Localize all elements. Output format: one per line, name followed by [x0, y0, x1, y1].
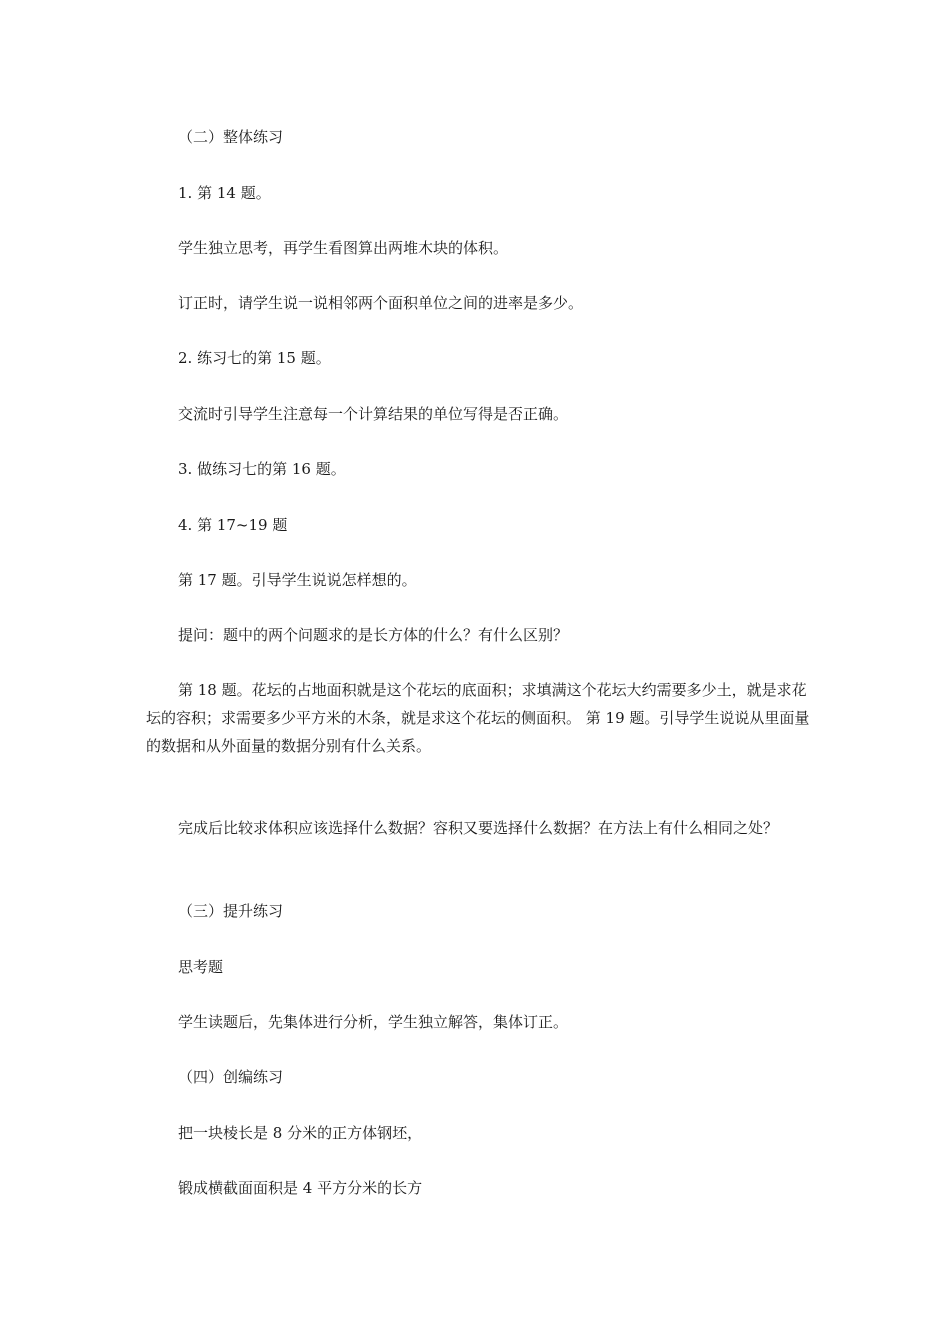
paragraph: 提问：题中的两个问题求的是长方体的什么？有什么区别？	[178, 626, 569, 644]
section-heading-creative-practice: （四）创编练习	[178, 1068, 284, 1086]
subheading-thinking-question: 思考题	[178, 958, 224, 976]
paragraph: 学生读题后，先集体进行分析，学生独立解答，集体订正。	[178, 1013, 569, 1031]
paragraph: 完成后比较求体积应该选择什么数据？容积又要选择什么数据？在方法上有什么相同之处？	[178, 819, 779, 837]
section-heading-advanced-practice: （三）提升练习	[178, 902, 284, 920]
item-4-heading: 4. 第 17~19 题	[178, 516, 288, 534]
item-1-heading: 1. 第 14 题。	[178, 184, 271, 202]
item-2-heading: 2. 练习七的第 15 题。	[178, 349, 331, 367]
paragraph: 把一块棱长是 8 分米的正方体钢坯，	[178, 1124, 423, 1142]
item-3-heading: 3. 做练习七的第 16 题。	[178, 460, 346, 478]
paragraph: 交流时引导学生注意每一个计算结果的单位写得是否正确。	[178, 405, 569, 423]
paragraph: 订正时，请学生说一说相邻两个面积单位之间的进率是多少。	[178, 294, 584, 312]
section-heading-overall-practice: （二）整体练习	[178, 128, 284, 146]
paragraph: 锻成横截面面积是 4 平方分米的长方	[178, 1179, 423, 1197]
paragraph: 第 18 题。花坛的占地面积就是这个花坛的底面积；求填满这个花坛大约需要多少土，就是求花坛的容积；求需要多少平方米的木条，就是求这个花坛的侧面积。 第 19 题。引导学生说说从里面量的数据和从外面量的数据分别有什么关系。	[146, 681, 810, 755]
paragraph: 第 17 题。引导学生说说怎样想的。	[178, 571, 417, 589]
paragraph: 学生独立思考，再学生看图算出两堆木块的体积。	[178, 239, 509, 257]
